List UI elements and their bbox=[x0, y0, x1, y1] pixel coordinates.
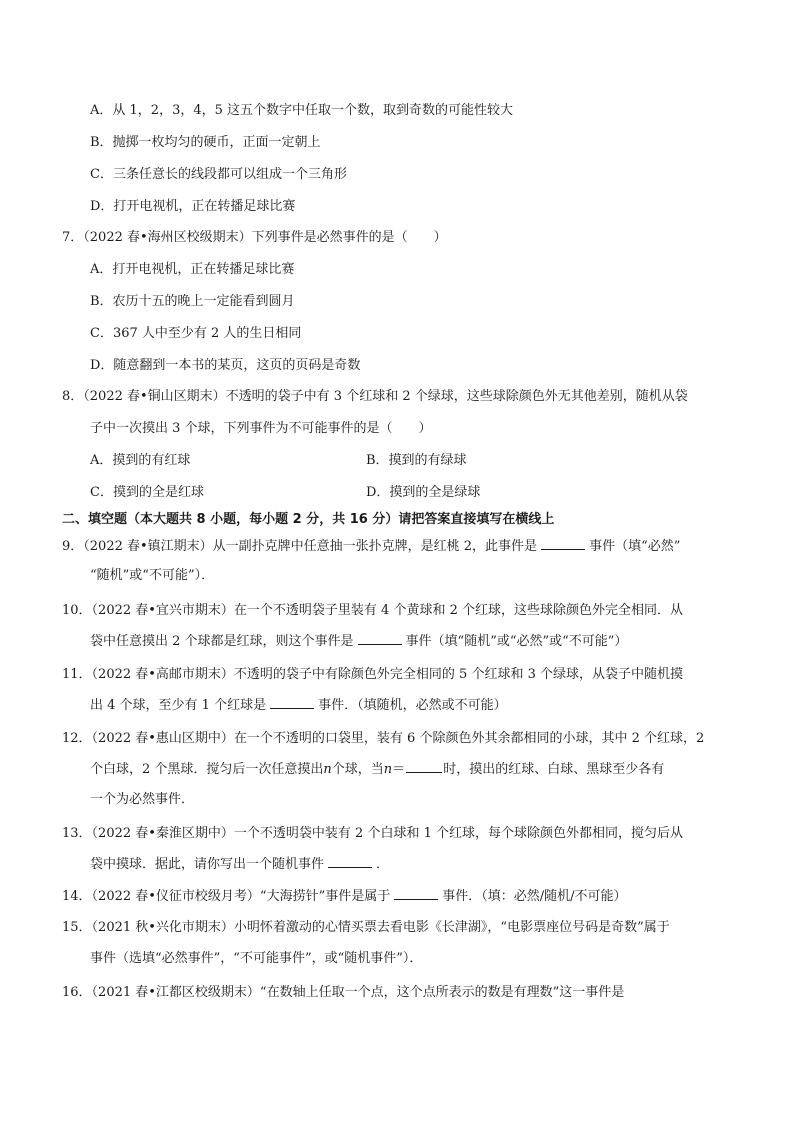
q6-option-b: B．抛掷一枚均匀的硬币，正面一定朝上 bbox=[90, 135, 321, 150]
q7-option-c: C．367 人中至少有 2 人的生日相同 bbox=[90, 326, 302, 341]
q11-line2 bbox=[90, 696, 507, 715]
q12-equals: ＝ bbox=[392, 762, 406, 777]
q11-answer-blank[interactable] bbox=[270, 696, 314, 709]
q10-answer-blank[interactable] bbox=[358, 632, 402, 645]
q13-text-pre: 袋中摸球．据此，请你写出一个随机事件 bbox=[90, 857, 325, 872]
q11-text-post: 事件．（填随机，必然或不可能） bbox=[318, 698, 507, 713]
q9-text-post: 事件（填“必然” bbox=[589, 539, 681, 554]
q13-answer-blank[interactable] bbox=[328, 855, 372, 868]
q9-line1 bbox=[62, 537, 680, 556]
q12-line2 bbox=[90, 760, 664, 779]
q14-text-post: 事件．（填：必然/随机/不可能） bbox=[442, 889, 627, 904]
section-heading: 二、填空题（本大题共 8 小题，每小题 2 分，共 16 分）请把答案直接填写在横线上 bbox=[62, 512, 555, 527]
q13-text-post: ． bbox=[376, 857, 390, 872]
q7-stem: 7．（2022 春•海州区校级期末）下列事件是必然事件的是（ ） bbox=[62, 230, 447, 245]
q11-text-pre: 出 4 个球，至少有 1 个红球是 bbox=[90, 698, 267, 713]
q14-text-pre: 14．（2022 春•仪征市校级月考）“大海捞针”事件是属于 bbox=[62, 889, 391, 904]
q11-line1: 11．（2022 春•高邮市期末）不透明的袋子中有除颜色外完全相同的 5 个红球和 3 个绿球，从袋子中随机摸 bbox=[62, 667, 683, 682]
q8-option-b: B．摸到的有绿球 bbox=[366, 453, 467, 468]
q12-answer-blank[interactable] bbox=[406, 760, 442, 773]
q8-stem-line1: 8．（2022 春•铜山区期末）不透明的袋子中有 3 个红球和 2 个绿球，这些球除颜色外无其他差别，随机从袋 bbox=[62, 389, 688, 404]
q6-option-a: A．从 1，2，3，4，5 这五个数字中任取一个数，取到奇数的可能性较大 bbox=[90, 103, 514, 118]
q12-line1: 12．（2022 春•惠山区期中）在一个不透明的口袋里，装有 6 个除颜色外其余都相同的小球，其中 2 个红球，2 bbox=[62, 731, 705, 746]
q10-text-post: 事件（填“随机”或“必然”或“不可能”） bbox=[405, 634, 628, 649]
q13-line2 bbox=[90, 855, 389, 874]
q12-text-pre: 个白球，2 个黑球．搅匀后一次任意摸出 bbox=[90, 762, 324, 777]
q12-text-mid: 个球，当 bbox=[331, 762, 384, 777]
q6-option-d: D．打开电视机，正在转播足球比赛 bbox=[90, 199, 296, 214]
q10-line2 bbox=[90, 632, 627, 651]
q7-option-b: B．农历十五的晚上一定能看到圆月 bbox=[90, 294, 295, 309]
q8-stem-line2: 子中一次摸出 3 个球，下列事件为不可能事件的是（ ） bbox=[90, 421, 432, 436]
q14-answer-blank[interactable] bbox=[394, 887, 438, 900]
q7-option-a: A．打开电视机，正在转播足球比赛 bbox=[90, 262, 295, 277]
q7-option-d: D．随意翻到一本书的某页，这页的页码是奇数 bbox=[90, 358, 361, 373]
q9-text-pre: 9．（2022 春•镇江期末）从一副扑克牌中任意抽一张扑克牌，是红桃 2，此事件是 bbox=[62, 539, 538, 554]
q15-line2: 事件（选填“必然事件”，“不可能事件”，或“随机事件”）． bbox=[90, 951, 423, 966]
q16-line1: 16．（2021 春•江都区校级期末）“在数轴上任取一个点，这个点所表示的数是有理数”这一事件是 bbox=[62, 985, 625, 1000]
q9-answer-blank[interactable] bbox=[541, 537, 585, 550]
q12-line3: 一个为必然事件． bbox=[90, 792, 195, 807]
q15-line1: 15．（2021 秋•兴化市期末）小明怀着激动的心情买票去看电影《长津湖》，“电影票座位号码是奇数”属于 bbox=[62, 920, 670, 935]
q13-line1: 13．（2022 春•秦淮区期中）一个不透明袋中装有 2 个白球和 1 个红球，每个球除颜色外都相同，搅匀后从 bbox=[62, 826, 683, 841]
q9-line2: “随机”或“不可能”）． bbox=[90, 568, 215, 583]
q8-option-c: C．摸到的全是红球 bbox=[90, 485, 204, 500]
q12-text-post: 时，摸出的红球、白球、黑球至少各有 bbox=[443, 762, 665, 777]
q10-line1: 10．（2022 春•宜兴市期末）在一个不透明袋子里装有 4 个黄球和 2 个红球，这些球除颜色外完全相同．从 bbox=[62, 603, 683, 618]
q14-line1 bbox=[62, 887, 626, 906]
q8-option-d: D．摸到的全是绿球 bbox=[366, 485, 481, 500]
q10-text-pre: 袋中任意摸出 2 个球都是红球，则这个事件是 bbox=[90, 634, 354, 649]
q6-option-c: C．三条任意长的线段都可以组成一个三角形 bbox=[90, 167, 347, 182]
q8-option-a: A．摸到的有红球 bbox=[90, 453, 191, 468]
q12-variable-n: n bbox=[323, 762, 332, 777]
q12-variable-n-2: n bbox=[383, 762, 393, 777]
